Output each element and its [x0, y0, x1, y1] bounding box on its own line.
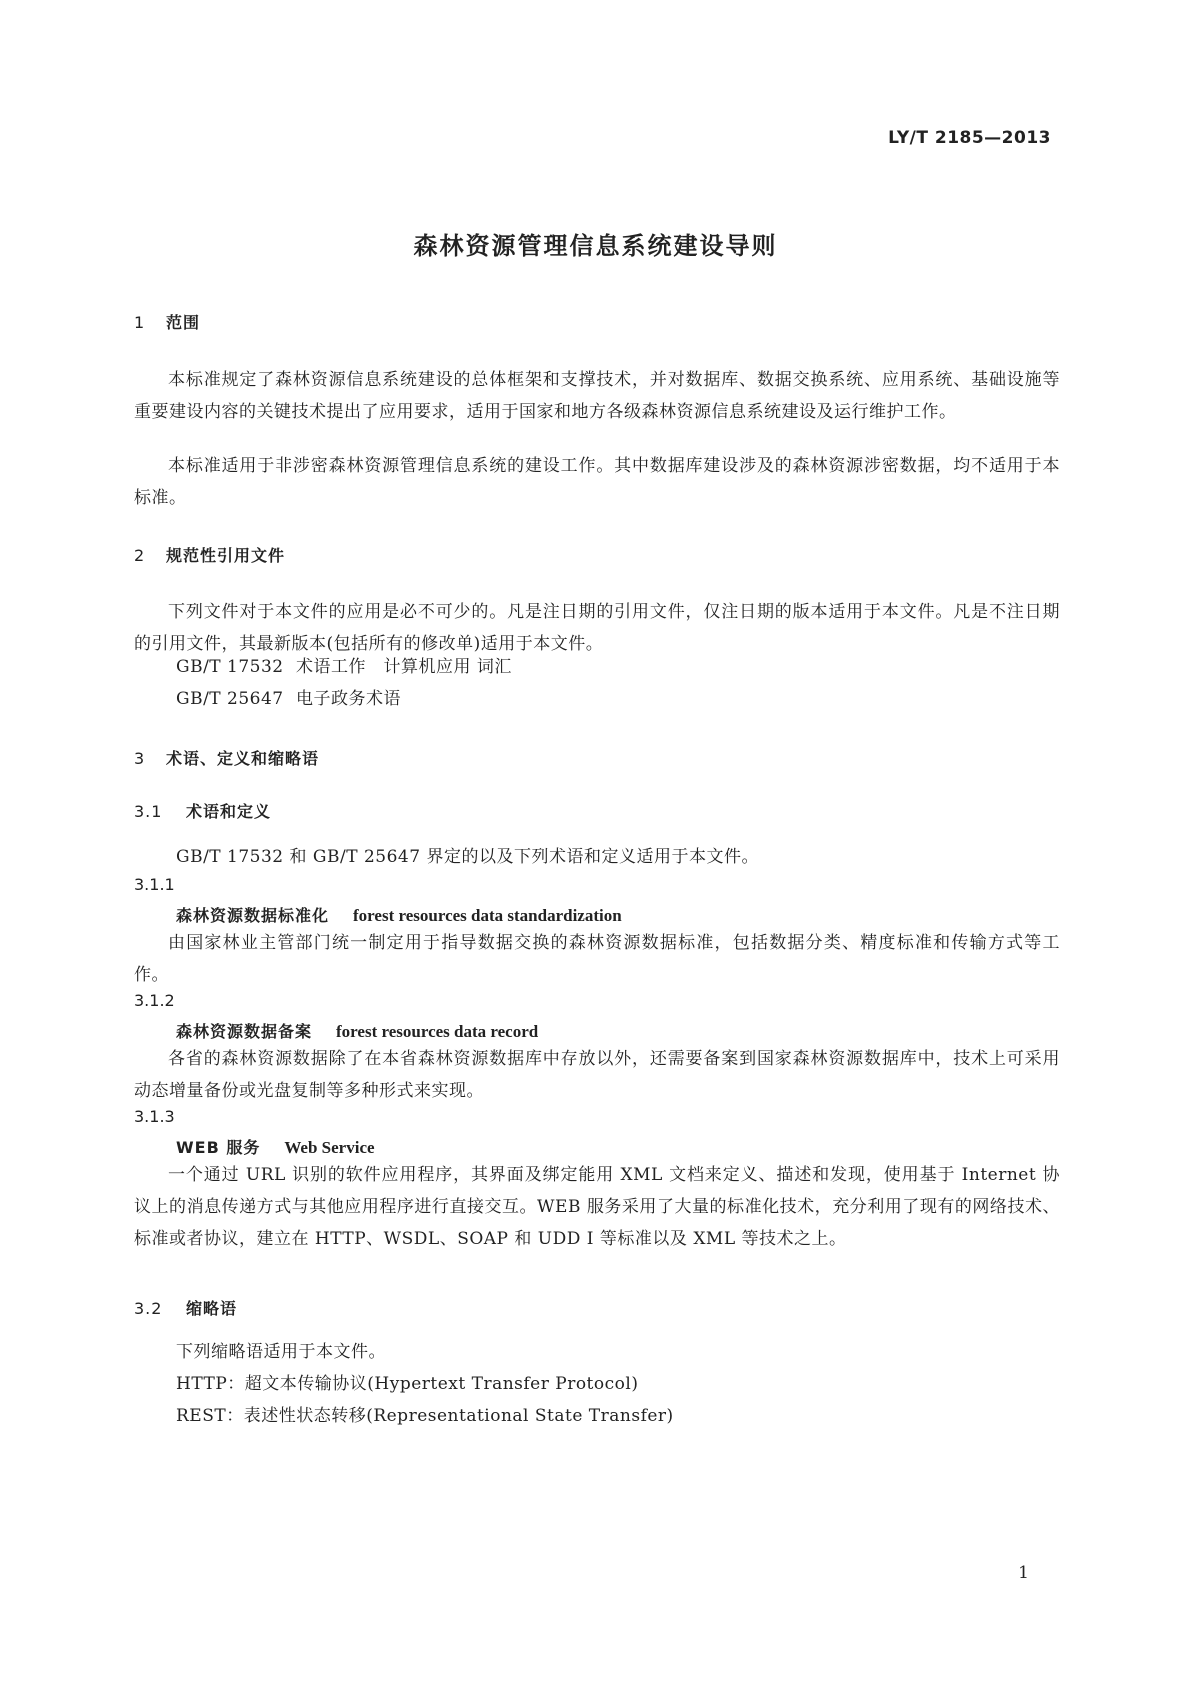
reference-title: 电子政务术语 [296, 689, 401, 709]
subsection-number: 3.1 [134, 802, 163, 821]
term-heading [176, 1135, 375, 1158]
section-number: 3 [134, 749, 146, 768]
section-1-paragraph-2: 本标准适用于非涉密森林资源管理信息系统的建设工作。其中数据库建设涉及的森林资源涉密数据，均不适用于本标准。 [134, 456, 1060, 508]
standard-code: LY/T 2185—2013 [888, 128, 1051, 148]
subsection-number: 3.2 [134, 1299, 163, 1318]
section-1-paragraph-1: 本标准规定了森林资源信息系统建设的总体框架和支撑技术，并对数据库、数据交换系统、应用系统、基础设施等重要建设内容的关键技术提出了应用要求，适用于国家和地方各级森林资源信息系统建设及运行维护工作。 [134, 370, 1060, 422]
term-definition: 一个通过 URL 识别的软件应用程序，其界面及绑定能用 XML 文档来定义、描述和发现，使用基于 Internet 协议上的消息传递方式与其他应用程序进行直接交互。WEB 服务采用了大量的标准化技术，充分利用了现有的网络技术、标准或者协议，建立在 HTTP、WSDL、SOAP 和 UDD I 等标准以及 XML 等技术之上。 [134, 1165, 1060, 1249]
section-3-heading [134, 746, 319, 769]
page-number: 1 [1018, 1563, 1029, 1583]
document-title: 森林资源管理信息系统建设导则 [413, 232, 778, 260]
terms-intro: GB/T 17532 和 GB/T 25647 界定的以及下列术语和定义适用于本文件。 [176, 847, 759, 867]
term-zh: 森林资源数据标准化 [176, 906, 330, 925]
normative-reference [176, 684, 401, 709]
term-number: 3.1.2 [134, 991, 175, 1010]
subsection-title: 术语和定义 [186, 802, 272, 821]
section-title: 范围 [166, 313, 201, 332]
section-title: 规范性引用文件 [166, 546, 286, 565]
term-number: 3.1.1 [134, 875, 175, 894]
reference-title: 术语工作 计算机应用 词汇 [296, 657, 512, 677]
normative-reference [176, 652, 512, 677]
subsection-3-1-heading [134, 799, 271, 822]
section-title: 术语、定义和缩略语 [166, 749, 320, 768]
section-1-heading [134, 310, 200, 333]
term-zh: WEB 服务 [176, 1138, 261, 1157]
term-heading [176, 903, 622, 926]
reference-code: GB/T 17532 [176, 657, 284, 677]
subsection-title: 缩略语 [186, 1299, 238, 1318]
term-definition: 各省的森林资源数据除了在本省森林资源数据库中存放以外，还需要备案到国家森林资源数据库中，技术上可采用动态增量备份或光盘复制等多种形式来实现。 [134, 1049, 1060, 1101]
reference-code: GB/T 25647 [176, 689, 284, 709]
term-definition: 由国家林业主管部门统一制定用于指导数据交换的森林资源数据标准，包括数据分类、精度标准和传输方式等工作。 [134, 933, 1060, 985]
term-en: Web Service [284, 1138, 375, 1157]
section-2-paragraph: 下列文件对于本文件的应用是必不可少的。凡是注日期的引用文件，仅注日期的版本适用于本文件。凡是不注日期的引用文件，其最新版本(包括所有的修改单)适用于本文件。 [134, 602, 1060, 654]
subsection-3-2-heading [134, 1296, 237, 1319]
term-heading [176, 1019, 538, 1042]
section-number: 2 [134, 546, 146, 565]
term-zh: 森林资源数据备案 [176, 1022, 313, 1041]
abbreviation-item: HTTP：超文本传输协议(Hypertext Transfer Protocol) [176, 1374, 639, 1394]
abbreviations-intro: 下列缩略语适用于本文件。 [176, 1342, 386, 1362]
abbreviation-item: REST：表述性状态转移(Representational State Transfer) [176, 1406, 674, 1426]
term-en: forest resources data record [336, 1022, 539, 1041]
term-number: 3.1.3 [134, 1107, 175, 1126]
term-en: forest resources data standardization [353, 906, 622, 925]
section-2-heading [134, 543, 285, 566]
section-number: 1 [134, 313, 146, 332]
